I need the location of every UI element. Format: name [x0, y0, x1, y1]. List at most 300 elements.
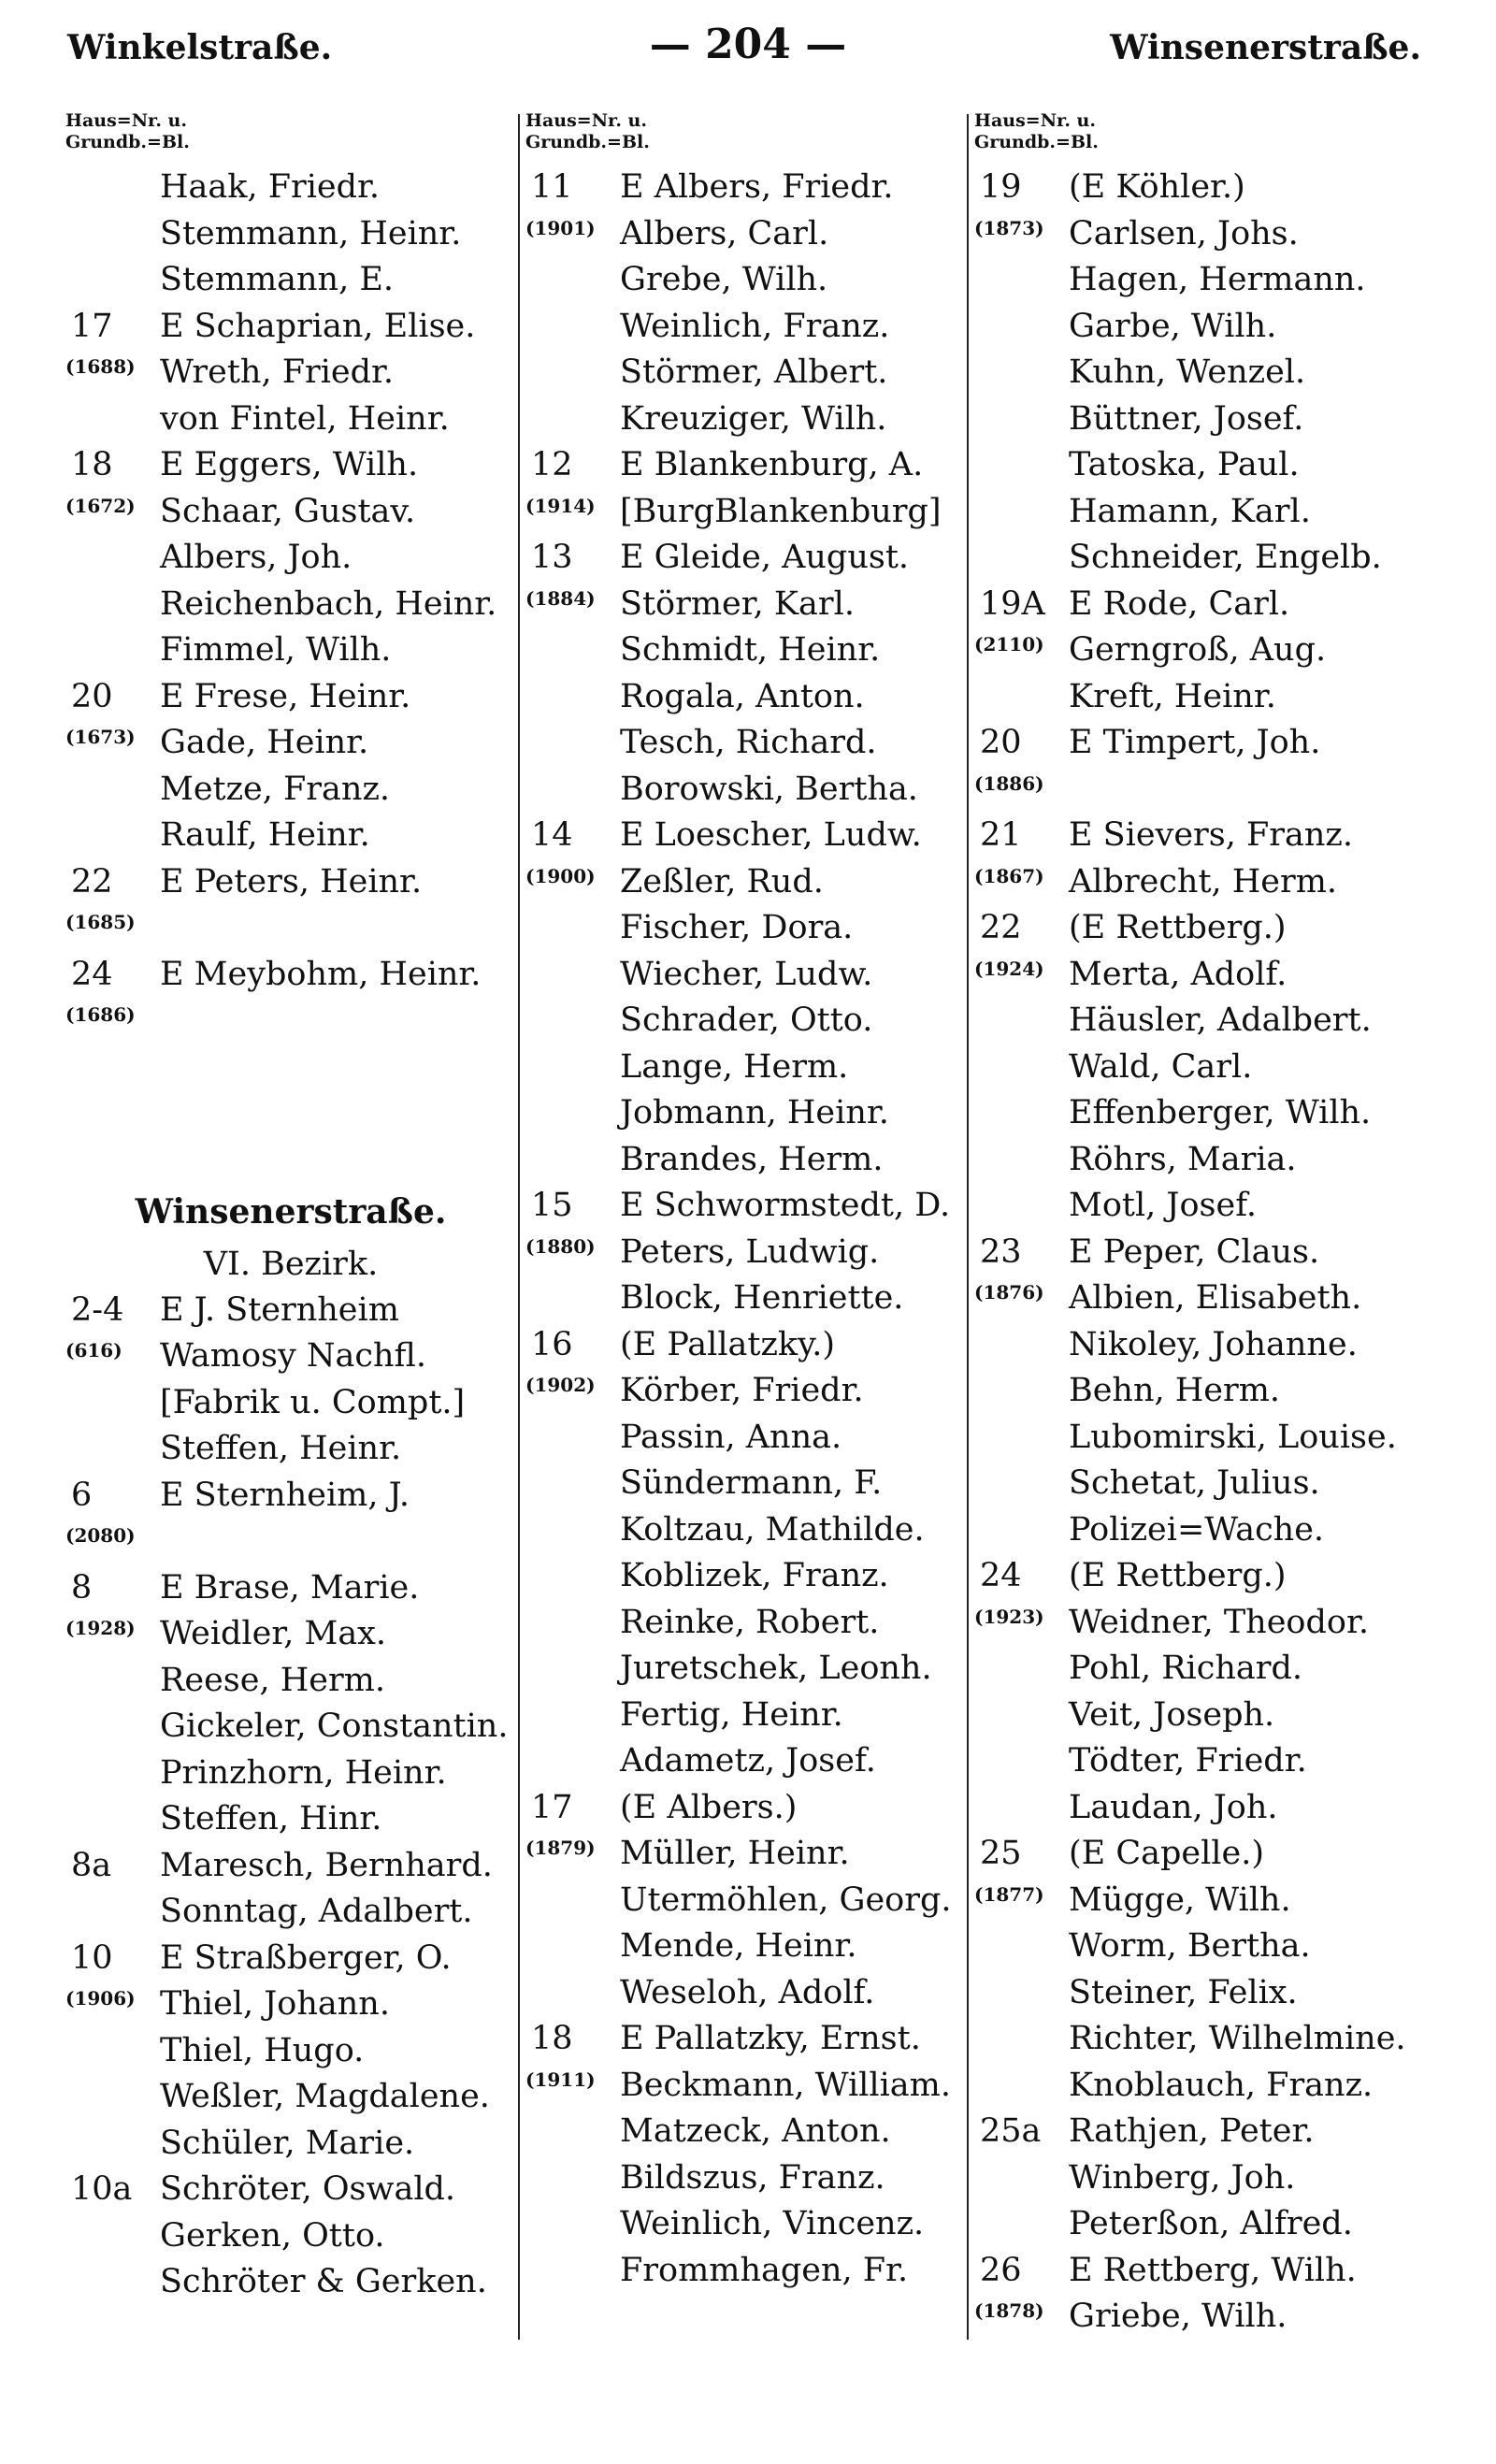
- land-register-number: (1901): [525, 216, 596, 239]
- resident-name: Veit, Joseph.: [1069, 1695, 1275, 1734]
- resident-name: Häusler, Adalbert.: [1069, 1001, 1372, 1039]
- directory-entry: [974, 1831, 1432, 1878]
- directory-entry: [525, 304, 968, 351]
- house-number: 19: [980, 168, 1022, 206]
- resident-name: Sonntag, Adalbert.: [160, 1893, 473, 1930]
- directory-entry: [525, 2155, 968, 2202]
- resident-name: Worm, Bertha.: [1069, 1927, 1311, 1965]
- directory-entry: [65, 442, 516, 489]
- house-number: 17: [531, 1788, 573, 1826]
- entry-list: [525, 165, 968, 2294]
- column-header: Haus=Nr. u. Grundb.=Bl.: [65, 110, 190, 152]
- resident-name: Reese, Herm.: [160, 1661, 385, 1699]
- resident-name: Fertig, Heinr.: [620, 1695, 843, 1734]
- resident-name: Reichenbach, Heinr.: [160, 584, 497, 623]
- directory-entry: [525, 1230, 968, 1276]
- directory-entry: [65, 952, 516, 999]
- resident-name: [BurgBlankenburg]: [620, 492, 942, 530]
- resident-name: Steiner, Felix.: [1069, 1973, 1298, 2011]
- directory-entry: [525, 211, 968, 258]
- resident-name: Körber, Friedr.: [620, 1372, 864, 1409]
- resident-name: Störmer, Karl.: [620, 584, 855, 623]
- directory-entry: [974, 1090, 1432, 1137]
- directory-entry: [974, 1553, 1432, 1600]
- column-divider: [518, 114, 520, 2340]
- directory-entry: [525, 627, 968, 674]
- directory-entry: [65, 1473, 516, 1520]
- directory-entry: [65, 1519, 516, 1565]
- directory-entry: [65, 1981, 516, 2028]
- house-number: 8: [71, 1568, 93, 1607]
- land-register-number: (2110): [974, 633, 1044, 656]
- resident-name: Winberg, Joh.: [1069, 2158, 1296, 2197]
- directory-entry: [974, 720, 1432, 767]
- resident-name: Lange, Herm.: [620, 1047, 849, 1086]
- column-3: [974, 110, 1432, 2341]
- directory-entry: [974, 905, 1432, 952]
- directory-entry: [65, 1889, 516, 1936]
- resident-name: Stemmann, E.: [160, 261, 395, 298]
- resident-name: E Rode, Carl.: [1069, 584, 1290, 623]
- resident-name: Schröter, Oswald.: [160, 2170, 456, 2208]
- directory-entry: [65, 1611, 516, 1658]
- resident-name: Garbe, Wilh.: [1069, 307, 1277, 345]
- house-number: 19A: [980, 584, 1045, 623]
- land-register-number: (1686): [65, 1003, 136, 1026]
- resident-name: E Peters, Heinr.: [160, 862, 423, 901]
- house-number: 25a: [980, 2112, 1042, 2150]
- directory-entry: [974, 350, 1432, 396]
- directory-entry: [974, 489, 1432, 536]
- resident-name: Jobmann, Heinr.: [620, 1094, 889, 1131]
- directory-entry: [974, 674, 1432, 721]
- directory-entry: [525, 1878, 968, 1924]
- directory-entry: [65, 905, 516, 952]
- resident-name: E Rettberg, Wilh.: [1069, 2251, 1357, 2289]
- directory-entry: [525, 165, 968, 211]
- resident-name: Steffen, Hinr.: [160, 1800, 382, 1837]
- directory-entry: [525, 1924, 968, 1970]
- resident-name: Tödter, Friedr.: [1069, 1742, 1307, 1780]
- directory-entry: [974, 211, 1432, 258]
- directory-entry: [525, 350, 968, 396]
- directory-entry: [974, 2063, 1432, 2110]
- resident-name: E Sievers, Franz.: [1069, 816, 1353, 854]
- directory-entry: [65, 257, 516, 304]
- resident-name: Bildszus, Franz.: [620, 2158, 885, 2197]
- directory-entry: [974, 1785, 1432, 1832]
- house-number: 18: [531, 2020, 573, 2057]
- directory-entry: [974, 2155, 1432, 2202]
- entry-list: [65, 1288, 516, 2306]
- page-number: — 204 —: [649, 21, 847, 68]
- resident-name: Peters, Ludwig.: [620, 1232, 880, 1271]
- directory-entry: [525, 1322, 968, 1369]
- directory-entry: [974, 1646, 1432, 1693]
- running-head-left: Winkelstraße.: [67, 28, 333, 67]
- house-number: 14: [531, 816, 573, 854]
- resident-name: Reinke, Robert.: [620, 1603, 880, 1641]
- directory-entry: [525, 396, 968, 443]
- directory-entry: [974, 1461, 1432, 1507]
- directory-entry: [65, 535, 516, 582]
- resident-name: Wamosy Nachfl.: [160, 1337, 427, 1375]
- directory-entry: [974, 257, 1432, 304]
- land-register-number: (1867): [974, 864, 1044, 887]
- directory-entry: [525, 952, 968, 999]
- house-number: 20: [71, 677, 113, 715]
- land-register-number: (1924): [974, 957, 1044, 980]
- resident-name: Juretschek, Leonh.: [620, 1650, 932, 1687]
- resident-name: Stemmann, Heinr.: [160, 214, 462, 252]
- directory-entry: [525, 2016, 968, 2063]
- house-number: 8a: [71, 1846, 112, 1884]
- resident-name: Merta, Adolf.: [1069, 955, 1287, 993]
- directory-entry: [65, 1658, 516, 1705]
- resident-name: Matzeck, Anton.: [620, 2112, 891, 2150]
- directory-entry: [65, 489, 516, 536]
- resident-name: [Fabrik u. Compt.]: [160, 1383, 466, 1421]
- resident-name: E Eggers, Wilh.: [160, 446, 419, 483]
- directory-entry: [525, 257, 968, 304]
- land-register-number: (1876): [974, 1281, 1044, 1304]
- land-register-number: (1886): [974, 771, 1044, 795]
- house-number: 25: [980, 1835, 1022, 1872]
- land-register-number: (1902): [525, 1374, 596, 1396]
- resident-name: Weßler, Magdalene.: [160, 2078, 490, 2115]
- resident-name: Schetat, Julius.: [1069, 1464, 1320, 1502]
- resident-name: Büttner, Josef.: [1069, 399, 1304, 438]
- house-number: 16: [531, 1325, 573, 1363]
- directory-entry: [974, 1507, 1432, 1554]
- resident-name: (E Rettberg.): [1069, 909, 1287, 946]
- directory-entry: [525, 535, 968, 582]
- house-number: 12: [531, 446, 573, 483]
- street-heading: Winsenerstraße.: [135, 1191, 447, 1232]
- entry-list: [974, 165, 1432, 2341]
- directory-entry: [974, 304, 1432, 351]
- resident-name: Effenberger, Wilh.: [1069, 1094, 1372, 1131]
- resident-name: Wald, Carl.: [1069, 1047, 1253, 1086]
- directory-entry: [525, 1368, 968, 1415]
- resident-name: (E Pallatzky.): [620, 1325, 836, 1363]
- resident-name: E Loescher, Ludw.: [620, 816, 922, 854]
- resident-name: Thiel, Johann.: [160, 1985, 390, 2023]
- directory-entry: [974, 998, 1432, 1045]
- resident-name: Brandes, Herm.: [620, 1140, 884, 1178]
- directory-entry: [525, 720, 968, 767]
- resident-name: Zeßler, Rud.: [620, 862, 824, 901]
- resident-name: Mügge, Wilh.: [1069, 1880, 1291, 1919]
- land-register-number: (1878): [974, 2299, 1044, 2322]
- land-register-number: (1672): [65, 494, 136, 517]
- directory-entry: [65, 2259, 516, 2306]
- resident-name: Gerngroß, Aug.: [1069, 631, 1327, 669]
- land-register-number: (1873): [974, 216, 1044, 239]
- resident-name: Maresch, Bernhard.: [160, 1846, 493, 1884]
- resident-name: Schneider, Engelb.: [1069, 539, 1382, 576]
- resident-name: Albers, Carl.: [620, 214, 829, 252]
- directory-entry: [65, 2167, 516, 2213]
- land-register-number: (1923): [974, 1605, 1044, 1628]
- resident-name: E Straßberger, O.: [160, 1938, 452, 1977]
- land-register-number: (1685): [65, 911, 136, 933]
- resident-name: Kuhn, Wenzel.: [1069, 353, 1306, 391]
- directory-entry: [525, 1275, 968, 1322]
- directory-entry: [525, 1183, 968, 1230]
- resident-name: E Albers, Friedr.: [620, 168, 894, 206]
- resident-name: Weinlich, Vincenz.: [620, 2205, 925, 2242]
- directory-entry: [65, 165, 516, 211]
- resident-name: Griebe, Wilh.: [1069, 2298, 1287, 2335]
- resident-name: (E Köhler.): [1069, 168, 1245, 206]
- land-register-number: (1906): [65, 1987, 136, 2010]
- directory-entry: [974, 813, 1432, 859]
- resident-name: Kreft, Heinr.: [1069, 677, 1276, 715]
- resident-name: Hamann, Karl.: [1069, 492, 1311, 530]
- directory-entry: [525, 442, 968, 489]
- resident-name: Peterßon, Alfred.: [1069, 2205, 1353, 2242]
- directory-entry: [974, 859, 1432, 906]
- directory-entry: [525, 1137, 968, 1184]
- land-register-number: (2080): [65, 1524, 136, 1547]
- directory-entry: [974, 442, 1432, 489]
- directory-entry: [65, 627, 516, 674]
- house-number: 24: [980, 1557, 1022, 1594]
- resident-name: Schüler, Marie.: [160, 2124, 415, 2162]
- directory-entry: [974, 535, 1432, 582]
- resident-name: Steffen, Heinr.: [160, 1430, 402, 1467]
- resident-name: Gerken, Otto.: [160, 2216, 385, 2255]
- resident-name: Prinzhorn, Heinr.: [160, 1753, 447, 1792]
- resident-name: Schmidt, Heinr.: [620, 631, 881, 669]
- directory-entry: [974, 952, 1432, 999]
- directory-entry: [974, 1738, 1432, 1785]
- resident-name: Grebe, Wilh.: [620, 261, 828, 298]
- directory-entry: [525, 2109, 968, 2155]
- resident-name: Koblizek, Franz.: [620, 1557, 889, 1594]
- directory-entry: [525, 1738, 968, 1785]
- resident-name: Behn, Herm.: [1069, 1372, 1281, 1409]
- entry-list: [65, 165, 516, 1045]
- directory-entry: [974, 1970, 1432, 2017]
- directory-entry: [525, 1785, 968, 1832]
- directory-entry: [525, 582, 968, 628]
- resident-name: Störmer, Albert.: [620, 353, 888, 391]
- resident-name: Raulf, Heinr.: [160, 816, 370, 854]
- resident-name: Carlsen, Johs.: [1069, 214, 1299, 252]
- directory-entry: [65, 1796, 516, 1843]
- directory-entry: [525, 1090, 968, 1137]
- directory-entry: [525, 1045, 968, 1091]
- directory-entry: [65, 1936, 516, 1982]
- directory-entry: [974, 1924, 1432, 1970]
- resident-name: E Schwormstedt, D.: [620, 1187, 951, 1224]
- resident-name: Schaar, Gustav.: [160, 492, 416, 530]
- directory-entry: [525, 905, 968, 952]
- directory-entry: [974, 165, 1432, 211]
- directory-entry: [525, 1507, 968, 1554]
- resident-name: Adametz, Josef.: [620, 1742, 876, 1780]
- directory-entry: [65, 2074, 516, 2121]
- resident-name: E Timpert, Joh.: [1069, 724, 1321, 761]
- resident-name: Schrader, Otto.: [620, 1001, 873, 1039]
- resident-name: (E Capelle.): [1069, 1835, 1264, 1872]
- resident-name: Passin, Anna.: [620, 1418, 842, 1456]
- directory-entry: [525, 859, 968, 906]
- directory-entry: [65, 720, 516, 767]
- directory-entry: [974, 1230, 1432, 1276]
- resident-name: E Peper, Claus.: [1069, 1232, 1320, 1271]
- resident-name: E Meybohm, Heinr.: [160, 955, 482, 993]
- house-number: 24: [71, 955, 113, 993]
- directory-entry: [974, 1137, 1432, 1184]
- directory-entry: [65, 1333, 516, 1380]
- running-head-right: Winsenerstraße.: [1110, 28, 1421, 67]
- land-register-number: (1688): [65, 355, 136, 378]
- resident-name: Haak, Friedr.: [160, 168, 381, 206]
- resident-name: Hagen, Hermann.: [1069, 261, 1366, 298]
- land-register-number: (1673): [65, 726, 136, 748]
- directory-entry: [974, 627, 1432, 674]
- resident-name: Wreth, Friedr.: [160, 353, 395, 391]
- house-number: 15: [531, 1187, 573, 1224]
- resident-name: Laudan, Joh.: [1069, 1788, 1278, 1826]
- directory-entry: [525, 674, 968, 721]
- district-heading: VI. Bezirk.: [203, 1245, 379, 1283]
- directory-entry: [974, 1045, 1432, 1091]
- directory-entry: [65, 1380, 516, 1427]
- resident-name: Tatoska, Paul.: [1069, 446, 1300, 483]
- house-number: 17: [71, 307, 113, 345]
- resident-name: Fimmel, Wilh.: [160, 631, 392, 669]
- resident-name: Gickeler, Constantin.: [160, 1708, 509, 1745]
- resident-name: Fischer, Dora.: [620, 909, 854, 946]
- resident-name: Schröter & Gerken.: [160, 2263, 487, 2300]
- resident-name: Weseloh, Adolf.: [620, 1973, 875, 2011]
- resident-name: E Blankenburg, A.: [620, 446, 924, 483]
- house-number: 18: [71, 446, 113, 483]
- directory-entry: [974, 767, 1432, 814]
- land-register-number: (1900): [525, 864, 596, 887]
- resident-name: Pohl, Richard.: [1069, 1650, 1303, 1687]
- resident-name: Thiel, Hugo.: [160, 2031, 365, 2069]
- resident-name: Röhrs, Maria.: [1069, 1140, 1297, 1178]
- house-number: 6: [71, 1476, 93, 1514]
- directory-entry: [525, 489, 968, 536]
- directory-entry: [65, 1843, 516, 1890]
- directory-entry: [65, 2028, 516, 2075]
- directory-entry: [65, 2213, 516, 2260]
- directory-entry: [65, 1426, 516, 1473]
- resident-name: Polizei=Wache.: [1069, 1510, 1325, 1549]
- directory-entry: [525, 1461, 968, 1507]
- resident-name: Albers, Joh.: [160, 539, 352, 576]
- resident-name: E Gleide, August.: [620, 539, 910, 576]
- land-register-number: (616): [65, 1339, 122, 1362]
- directory-entry: [974, 1693, 1432, 1739]
- resident-name: Nikoley, Johanne.: [1069, 1325, 1358, 1363]
- directory-entry: [525, 1553, 968, 1600]
- directory-entry: [525, 1646, 968, 1693]
- directory-entry: [525, 767, 968, 814]
- directory-entry: [525, 1831, 968, 1878]
- land-register-number: (1914): [525, 494, 596, 517]
- directory-entry: [65, 1288, 516, 1334]
- resident-name: Knoblauch, Franz.: [1069, 2066, 1374, 2104]
- house-number: 10a: [71, 2170, 133, 2208]
- directory-entry: [974, 1415, 1432, 1462]
- directory-entry: [974, 1322, 1432, 1369]
- resident-name: E Pallatzky, Ernst.: [620, 2020, 921, 2057]
- resident-name: Utermöhlen, Georg.: [620, 1880, 952, 1919]
- house-number: 26: [980, 2251, 1022, 2289]
- house-number: 13: [531, 539, 573, 576]
- resident-name: Tesch, Richard.: [620, 724, 877, 761]
- resident-name: E Brase, Marie.: [160, 1568, 420, 1607]
- house-number: 2-4: [71, 1290, 124, 1329]
- resident-name: Weinlich, Franz.: [620, 307, 890, 345]
- directory-entry: [974, 396, 1432, 443]
- resident-name: von Fintel, Heinr.: [160, 399, 450, 438]
- resident-name: Block, Henriette.: [620, 1279, 904, 1317]
- directory-entry: [974, 582, 1432, 628]
- resident-name: Müller, Heinr.: [620, 1835, 850, 1872]
- directory-entry: [974, 1878, 1432, 1924]
- resident-name: Kreuziger, Wilh.: [620, 399, 887, 438]
- directory-entry: [525, 1415, 968, 1462]
- directory-entry: [974, 2201, 1432, 2248]
- directory-entry: [65, 1704, 516, 1751]
- resident-name: Rathjen, Peter.: [1069, 2112, 1315, 2150]
- house-number: 11: [531, 168, 573, 206]
- resident-name: Richter, Wilhelmine.: [1069, 2020, 1406, 2057]
- resident-name: Motl, Josef.: [1069, 1187, 1258, 1224]
- directory-entry: [525, 2063, 968, 2110]
- directory-entry: [974, 2109, 1432, 2155]
- column-2: [525, 110, 968, 2294]
- directory-entry: [65, 582, 516, 628]
- resident-name: Metze, Franz.: [160, 770, 391, 808]
- resident-name: Rogala, Anton.: [620, 677, 865, 715]
- house-number: 23: [980, 1232, 1022, 1271]
- directory-entry: [525, 998, 968, 1045]
- directory-entry: [65, 767, 516, 814]
- resident-name: E Frese, Heinr.: [160, 677, 411, 715]
- directory-entry: [974, 2248, 1432, 2295]
- resident-name: E J. Sternheim: [160, 1290, 399, 1329]
- directory-entry: [525, 2201, 968, 2248]
- directory-entry: [974, 2294, 1432, 2341]
- resident-name: Beckmann, William.: [620, 2066, 951, 2104]
- directory-entry: [65, 1565, 516, 1612]
- column-header: Haus=Nr. u. Grundb.=Bl.: [974, 110, 1099, 152]
- directory-entry: [65, 2121, 516, 2168]
- land-register-number: (1884): [525, 586, 596, 610]
- directory-entry: [65, 813, 516, 859]
- resident-name: Lubomirski, Louise.: [1069, 1418, 1397, 1456]
- resident-name: Sündermann, F.: [620, 1464, 883, 1502]
- directory-entry: [525, 2248, 968, 2295]
- house-number: 20: [980, 724, 1022, 761]
- directory-entry: [525, 1600, 968, 1647]
- resident-name: (E Rettberg.): [1069, 1557, 1287, 1594]
- resident-name: Albien, Elisabeth.: [1069, 1279, 1362, 1317]
- column-1: [65, 110, 516, 2306]
- directory-entry: [525, 813, 968, 859]
- house-number: 22: [71, 862, 113, 901]
- directory-entry: [65, 211, 516, 258]
